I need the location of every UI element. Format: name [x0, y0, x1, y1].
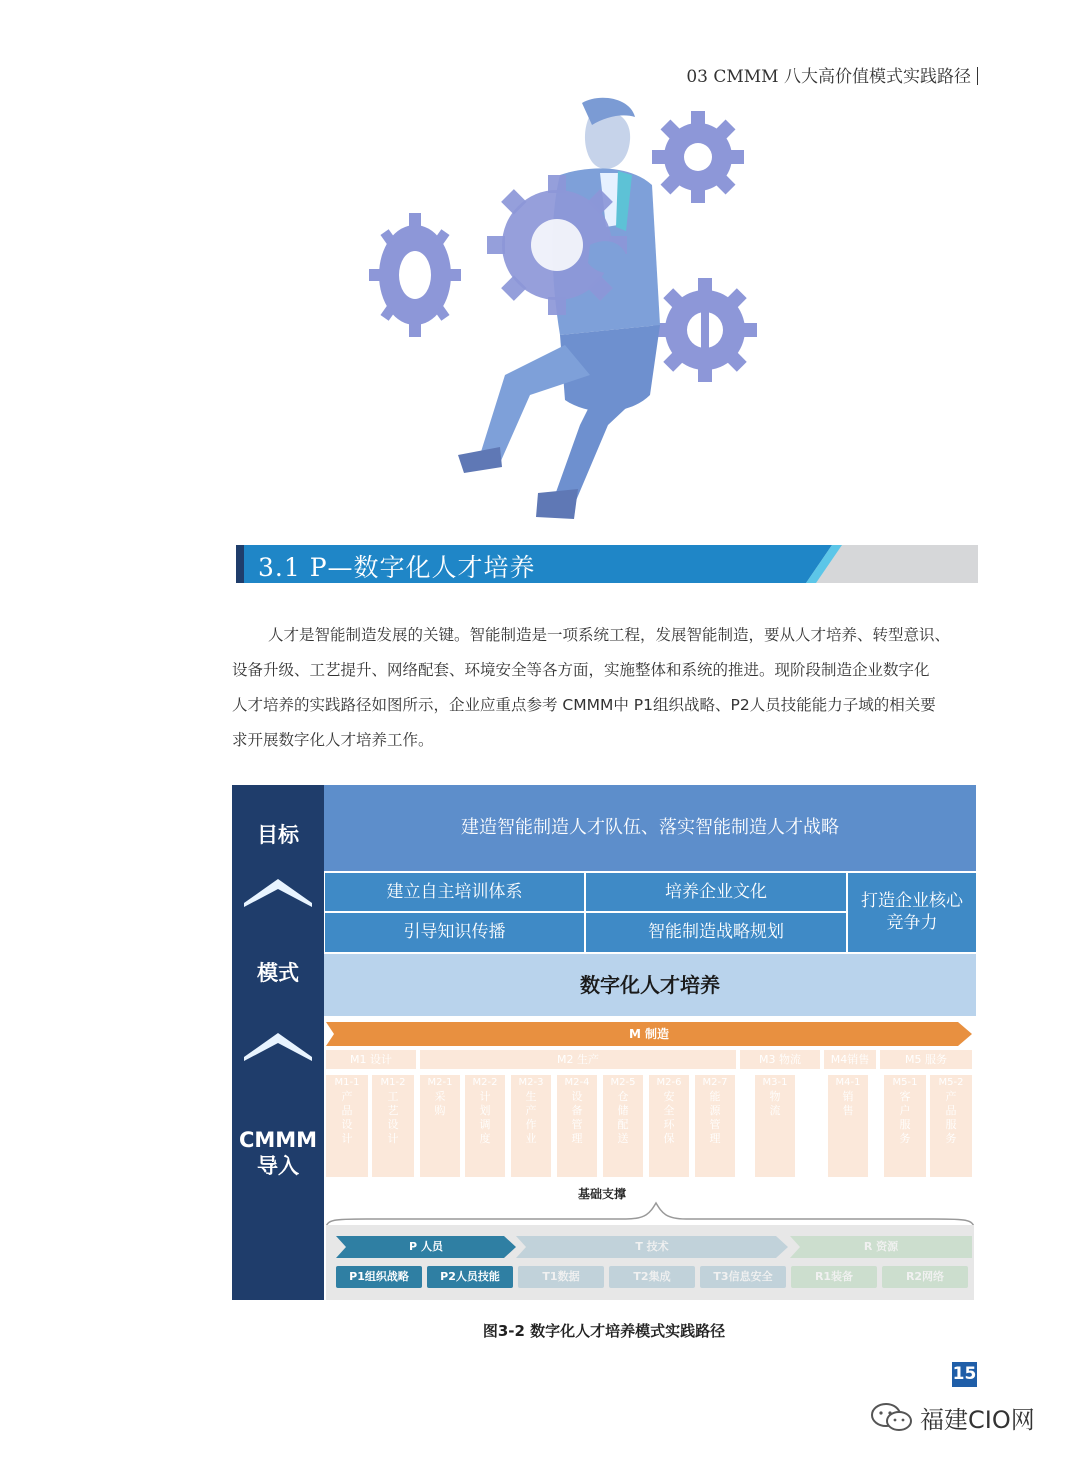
t1-subdomain: T1数据	[518, 1266, 604, 1288]
mode-cell: 建立自主培训体系	[325, 873, 584, 911]
m-item	[420, 1075, 460, 1177]
paragraph-line: 人才是智能制造发展的关键。智能制造是一项系统工程，发展智能制造，要从人才培养、转型意识、	[268, 626, 951, 644]
figure-caption: 图3-2 数字化人才培养模式实践路径	[482, 1322, 726, 1340]
foundation-support-label: 基础支撑	[577, 1187, 626, 1201]
m-item	[828, 1075, 868, 1177]
m-item-code: M5-1	[892, 1077, 918, 1088]
talent-cultivation-banner: 数字化人才培养	[324, 954, 976, 1016]
m-item-text: 产品服务	[945, 1090, 957, 1145]
m-item	[511, 1075, 551, 1177]
m-item-code: M3-1	[762, 1077, 788, 1088]
r2-subdomain: R2网络	[882, 1266, 968, 1288]
header-divider	[977, 67, 978, 85]
m-category: M2 生产	[420, 1050, 736, 1069]
m-item-code: M2-1	[427, 1077, 453, 1088]
businessman-gears-illustration	[360, 95, 760, 525]
m-item-text: 能源管理	[709, 1090, 721, 1145]
mode-cell: 智能制造战略规划	[586, 913, 846, 952]
mode-cell: 打造企业核心竞争力	[848, 873, 976, 952]
m-item	[603, 1075, 643, 1177]
m-item-code: M2-2	[472, 1077, 498, 1088]
m-item-text: 仓储配送	[617, 1090, 629, 1145]
p-group-label: P 人员	[409, 1240, 443, 1253]
m-item-text: 计划调度	[479, 1090, 491, 1145]
m-item-code: M2-5	[610, 1077, 636, 1088]
r-group-label: R 资源	[863, 1240, 899, 1253]
m-category: M1 设计	[326, 1050, 416, 1069]
m-item-text: 销售	[842, 1090, 854, 1117]
watermark	[870, 1400, 1035, 1435]
m-item	[884, 1075, 926, 1177]
goal-banner: 建造智能制造人才队伍、落实智能制造人才战略	[324, 785, 976, 871]
chevron-up-icon	[244, 1031, 312, 1061]
paragraph-line: 设备升级、工艺提升、网络配套、环境安全等各方面，实施整体和系统的推进。现阶段制造企业数字化	[232, 661, 930, 679]
m-category: M4销售	[824, 1050, 876, 1069]
paragraph-line: 求开展数字化人才培养工作。	[232, 731, 434, 749]
cmmm-import-label: CMMM 导入	[238, 1128, 318, 1178]
m-item-text: 工艺设计	[387, 1090, 399, 1145]
r1-subdomain: R1装备	[791, 1266, 877, 1288]
paragraph-line: 人才培养的实践路径如图所示，企业应重点参考 CMMM中 P1组织战略、P2人员技能能力子域的相关要	[232, 696, 936, 714]
m-item-code: M2-3	[518, 1077, 544, 1088]
goal-label: 目标	[257, 823, 299, 847]
body-paragraph	[232, 618, 978, 758]
m-item	[465, 1075, 505, 1177]
m-item	[649, 1075, 689, 1177]
chevron-up-icon	[244, 877, 312, 907]
gear-icon	[369, 213, 461, 337]
m-item-code: M1-1	[334, 1077, 360, 1088]
t2-subdomain: T2集成	[609, 1266, 695, 1288]
watermark-text: 福建CIO网	[920, 1406, 1035, 1434]
gear-icon	[652, 111, 744, 203]
m-item-code: M2-4	[564, 1077, 590, 1088]
m-item	[695, 1075, 735, 1177]
m-item-code: M4-1	[835, 1077, 861, 1088]
m-item	[755, 1075, 795, 1177]
section-title: 3.1 P—数字化人才培养	[258, 553, 536, 582]
mode-cell: 培养企业文化	[586, 873, 846, 911]
m-item-text: 产品设计	[341, 1090, 353, 1145]
m-item-text: 客户服务	[899, 1090, 911, 1145]
m-item-text: 安全环保	[663, 1090, 675, 1145]
wechat-icon	[870, 1402, 914, 1432]
t-group-label: T 技术	[635, 1240, 669, 1253]
running-header	[686, 62, 978, 87]
mode-label: 模式	[257, 961, 299, 985]
running-header-title: 03 CMMM 八大高价值模式实践路径	[686, 67, 971, 87]
m-category: M3 物流	[740, 1050, 820, 1069]
m-category: M5 服务	[880, 1050, 972, 1069]
p1-subdomain: P1组织战略	[336, 1266, 422, 1288]
m-item	[372, 1075, 414, 1177]
m-manufacturing-label: M 制造	[628, 1027, 670, 1041]
page-number: 15	[952, 1362, 977, 1387]
p2-subdomain: P2人员技能	[427, 1266, 513, 1288]
m-item	[557, 1075, 597, 1177]
m-item-text: 采购	[434, 1090, 446, 1117]
m-item	[326, 1075, 368, 1177]
m-item-code: M2-6	[656, 1077, 682, 1088]
talent-practice-diagram	[232, 785, 976, 1300]
t3-subdomain: T3信息安全	[700, 1266, 786, 1288]
mode-cell: 引导知识传播	[325, 913, 584, 952]
gear-icon	[653, 278, 757, 382]
m-item-code: M2-7	[702, 1077, 728, 1088]
diagram-left-column	[232, 785, 324, 1300]
m-item-text: 生产作业	[525, 1090, 537, 1145]
m-item-code: M1-2	[380, 1077, 406, 1088]
m-item-text: 设备管理	[571, 1090, 583, 1145]
m-item	[930, 1075, 972, 1177]
m-item-code: M5-2	[938, 1077, 964, 1088]
m-item-text: 物流	[769, 1090, 781, 1117]
